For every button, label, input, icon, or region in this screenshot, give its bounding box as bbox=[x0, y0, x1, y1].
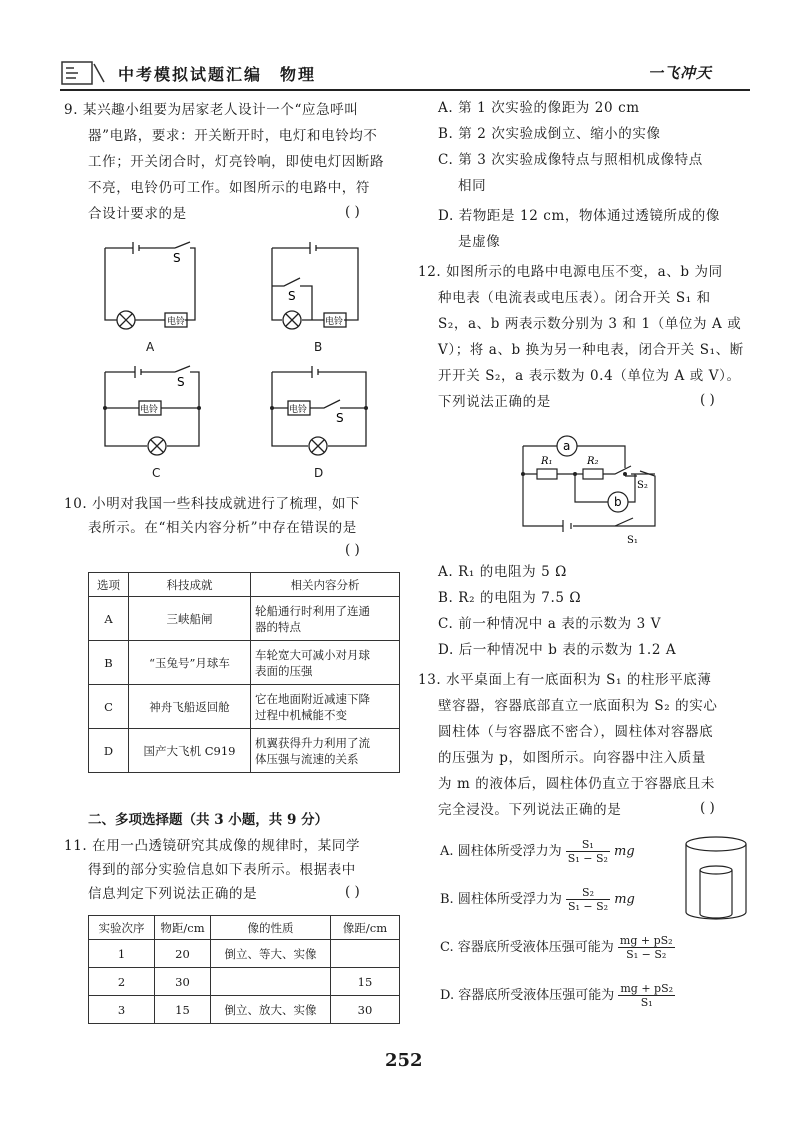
table-cell: A bbox=[89, 597, 129, 641]
answer-paren: ( ) bbox=[700, 392, 715, 408]
q13-line: 壁容器，容器底部直立一底面积为 S₂ 的实心 bbox=[438, 698, 718, 714]
fraction-den: S₁ − S₂ bbox=[626, 948, 667, 961]
section-heading: 二、多项选择题（共 3 小题，共 9 分） bbox=[88, 812, 329, 828]
q11-option: C. 第 3 次实验成像特点与照相机成像特点 bbox=[438, 152, 703, 168]
option-prefix: A. 圆柱体所受浮力为 bbox=[440, 844, 562, 859]
table-cell: 神舟飞船返回舱 bbox=[129, 685, 251, 729]
table-cell bbox=[331, 940, 400, 968]
r2-label: R₂ bbox=[587, 456, 599, 467]
table-header: 科技成就 bbox=[129, 573, 251, 597]
circuit-q12 bbox=[515, 426, 665, 551]
switch-label: S bbox=[177, 375, 185, 389]
q12-line: 种电表（电流表或电压表）。闭合开关 S₁ 和 bbox=[438, 290, 711, 306]
table-row bbox=[89, 996, 400, 1024]
analysis-line: 体压强与流速的关系 bbox=[255, 751, 359, 766]
fraction bbox=[566, 838, 610, 865]
q12-line: S₂，a、b 两表示数分别为 3 和 1（单位为 A 或 bbox=[438, 316, 742, 332]
table-cell: 30 bbox=[331, 996, 400, 1024]
s2-label: S₂ bbox=[637, 480, 648, 491]
fraction bbox=[566, 886, 610, 913]
q13-line: 完全浸没。下列说法正确的是 bbox=[438, 802, 622, 818]
q13-line: 圆柱体（与容器底不密合），圆柱体对容器底 bbox=[438, 724, 714, 740]
q11-line: 11. 在用一凸透镜研究其成像的规律时，某同学 bbox=[64, 838, 361, 854]
analysis-line: 它在地面附近减速下降 bbox=[255, 691, 370, 706]
fraction-den: S₁ bbox=[640, 996, 653, 1009]
table-cell: 2 bbox=[89, 968, 155, 996]
table-header: 选项 bbox=[89, 573, 129, 597]
meter-b-label: b bbox=[614, 495, 622, 509]
q12-option: C. 前一种情况中 a 表的示数为 3 V bbox=[438, 616, 662, 632]
q12-line: 12. 如图所示的电路中电源电压不变，a、b 为同 bbox=[418, 264, 723, 280]
table-cell bbox=[251, 729, 400, 773]
q12-option: D. 后一种情况中 b 表的示数为 1.2 A bbox=[438, 642, 677, 658]
r1-label: R₁ bbox=[541, 456, 553, 467]
s1-label: S₁ bbox=[627, 535, 638, 546]
table-cell: 30 bbox=[155, 968, 211, 996]
table-header: 相关内容分析 bbox=[251, 573, 400, 597]
bell-label: 电铃 bbox=[140, 405, 159, 415]
q9-line: 器”电路，要求：开关断开时，电灯和电铃均不 bbox=[88, 128, 378, 144]
option-prefix: D. 容器底所受液体压强可能为 bbox=[440, 988, 615, 1003]
q12-option: B. R₂ 的电阻为 7.5 Ω bbox=[438, 590, 582, 606]
table-header: 像的性质 bbox=[211, 916, 331, 940]
answer-paren: ( ) bbox=[345, 884, 360, 900]
option-label: A bbox=[146, 340, 155, 354]
page-number: 252 bbox=[385, 1050, 423, 1071]
circuit-c bbox=[95, 362, 210, 462]
option-label: C bbox=[152, 466, 161, 480]
bell-label: 电铃 bbox=[325, 317, 344, 327]
q11-line: 得到的部分实验信息如下表所示。根据表中 bbox=[88, 862, 356, 878]
fraction-den: S₁ − S₂ bbox=[567, 852, 608, 865]
fraction bbox=[618, 982, 675, 1009]
q11-line: 信息判定下列说法正确的是 bbox=[88, 886, 258, 902]
q9-line: 工作；开关闭合时，灯亮铃响，即使电灯因断路 bbox=[88, 154, 385, 170]
option-suffix: mg bbox=[614, 892, 635, 907]
q13-option bbox=[440, 934, 675, 961]
analysis-line: 表面的压强 bbox=[255, 663, 313, 678]
container-diagram bbox=[680, 832, 752, 928]
circuit-b bbox=[262, 238, 372, 338]
q12-line: 下列说法正确的是 bbox=[438, 394, 551, 410]
q11-option: A. 第 1 次实验的像距为 20 cm bbox=[438, 100, 640, 116]
fraction bbox=[618, 934, 675, 961]
option-prefix: B. 圆柱体所受浮力为 bbox=[440, 892, 562, 907]
table-cell: 1 bbox=[89, 940, 155, 968]
q13-line: 的压强为 p，如图所示。向容器中注入质量 bbox=[438, 750, 706, 766]
q9-line: 合设计要求的是 bbox=[88, 206, 187, 222]
bell-label: 电铃 bbox=[289, 405, 308, 415]
q11-option-cont: 相同 bbox=[458, 178, 487, 194]
bell-label: 电铃 bbox=[167, 317, 186, 327]
analysis-line: 车轮宽大可减小对月球 bbox=[255, 647, 370, 662]
brand-name: 一飞冲天 bbox=[648, 64, 713, 82]
table-cell: 三峡船闸 bbox=[129, 597, 251, 641]
table-cell: 15 bbox=[155, 996, 211, 1024]
table-row bbox=[89, 729, 400, 773]
option-label: B bbox=[314, 340, 323, 354]
table-cell: 20 bbox=[155, 940, 211, 968]
table-row bbox=[89, 641, 400, 685]
circuit-a bbox=[95, 238, 205, 338]
analysis-line: 器的特点 bbox=[255, 619, 301, 634]
table-row bbox=[89, 685, 400, 729]
table-cell: 国产大飞机 C919 bbox=[129, 729, 251, 773]
meter-a-label: a bbox=[563, 439, 571, 453]
q12-option: A. R₁ 的电阻为 5 Ω bbox=[438, 564, 567, 580]
switch-label: S bbox=[173, 251, 181, 265]
switch-label: S bbox=[336, 411, 344, 425]
lens-table bbox=[88, 915, 400, 1024]
table-cell: C bbox=[89, 685, 129, 729]
fraction-den: S₁ − S₂ bbox=[567, 900, 609, 913]
q11-option-cont: 是虚像 bbox=[458, 234, 501, 250]
table-row bbox=[89, 940, 400, 968]
q11-option: D. 若物距是 12 cm，物体通过透镜所成的像 bbox=[438, 208, 720, 224]
fraction-num: S₁ bbox=[566, 838, 610, 852]
table-header: 像距/cm bbox=[331, 916, 400, 940]
q12-line: V）；将 a、b 换为另一种电表，闭合开关 S₁、断 bbox=[438, 342, 744, 358]
analysis-line: 过程中机械能不变 bbox=[255, 707, 347, 722]
table-cell: 15 bbox=[331, 968, 400, 996]
q12-line: 开开关 S₂，a 表示数为 0.4（单位为 A 或 V）。 bbox=[438, 368, 741, 384]
switch-label: S bbox=[288, 289, 296, 303]
analysis-line: 轮船通行时利用了连通 bbox=[255, 603, 370, 618]
option-label: D bbox=[314, 466, 324, 480]
book-title: 中考模拟试题汇编 bbox=[118, 65, 263, 84]
table-row bbox=[89, 597, 400, 641]
table-row bbox=[89, 968, 400, 996]
table-header: 实验次序 bbox=[89, 916, 155, 940]
q13-option bbox=[440, 838, 635, 865]
page-header bbox=[0, 0, 800, 92]
answer-paren: ( ) bbox=[345, 542, 360, 558]
logo-icon bbox=[60, 58, 110, 88]
circuit-d bbox=[262, 362, 377, 462]
answer-paren: ( ) bbox=[700, 800, 715, 816]
fraction-num: S₂ bbox=[566, 886, 610, 900]
fraction-num: mg + pS₂ bbox=[619, 934, 673, 947]
answer-paren: ( ) bbox=[345, 204, 360, 220]
table-header-row bbox=[89, 916, 400, 940]
q13-line: 为 m 的液体后，圆柱体仍直立于容器底且未 bbox=[438, 776, 715, 792]
table-cell: D bbox=[89, 729, 129, 773]
table-cell: 倒立、等大、实像 bbox=[211, 940, 331, 968]
book-subject: 物理 bbox=[280, 65, 317, 84]
q11-option: B. 第 2 次实验成倒立、缩小的实像 bbox=[438, 126, 661, 142]
analysis-line: 机翼获得升力利用了流 bbox=[255, 735, 370, 750]
fraction-num: mg + pS₂ bbox=[620, 982, 674, 995]
table-cell bbox=[211, 968, 331, 996]
option-suffix: mg bbox=[614, 844, 635, 859]
achievements-table bbox=[88, 572, 400, 773]
q13-option bbox=[440, 886, 635, 913]
table-header: 物距/cm bbox=[155, 916, 211, 940]
option-prefix: C. 容器底所受液体压强可能为 bbox=[440, 940, 614, 955]
q13-line: 13. 水平桌面上有一底面积为 S₁ 的柱形平底薄 bbox=[418, 672, 712, 688]
table-cell: 倒立、放大、实像 bbox=[211, 996, 331, 1024]
q13-option bbox=[440, 982, 675, 1009]
table-cell bbox=[251, 685, 400, 729]
table-cell: “玉兔号”月球车 bbox=[129, 641, 251, 685]
q9-line: 9. 某兴趣小组要为居家老人设计一个“应急呼叫 bbox=[64, 102, 359, 118]
table-cell: B bbox=[89, 641, 129, 685]
table-cell bbox=[251, 641, 400, 685]
q10-line: 10. 小明对我国一些科技成就进行了梳理，如下 bbox=[64, 496, 361, 512]
header-rule bbox=[60, 89, 750, 91]
table-header-row bbox=[89, 573, 400, 597]
table-cell: 3 bbox=[89, 996, 155, 1024]
q9-line: 不亮，电铃仍可工作。如图所示的电路中，符 bbox=[88, 180, 370, 196]
q10-line: 表所示。在“相关内容分析”中存在错误的是 bbox=[88, 520, 357, 536]
table-cell bbox=[251, 597, 400, 641]
